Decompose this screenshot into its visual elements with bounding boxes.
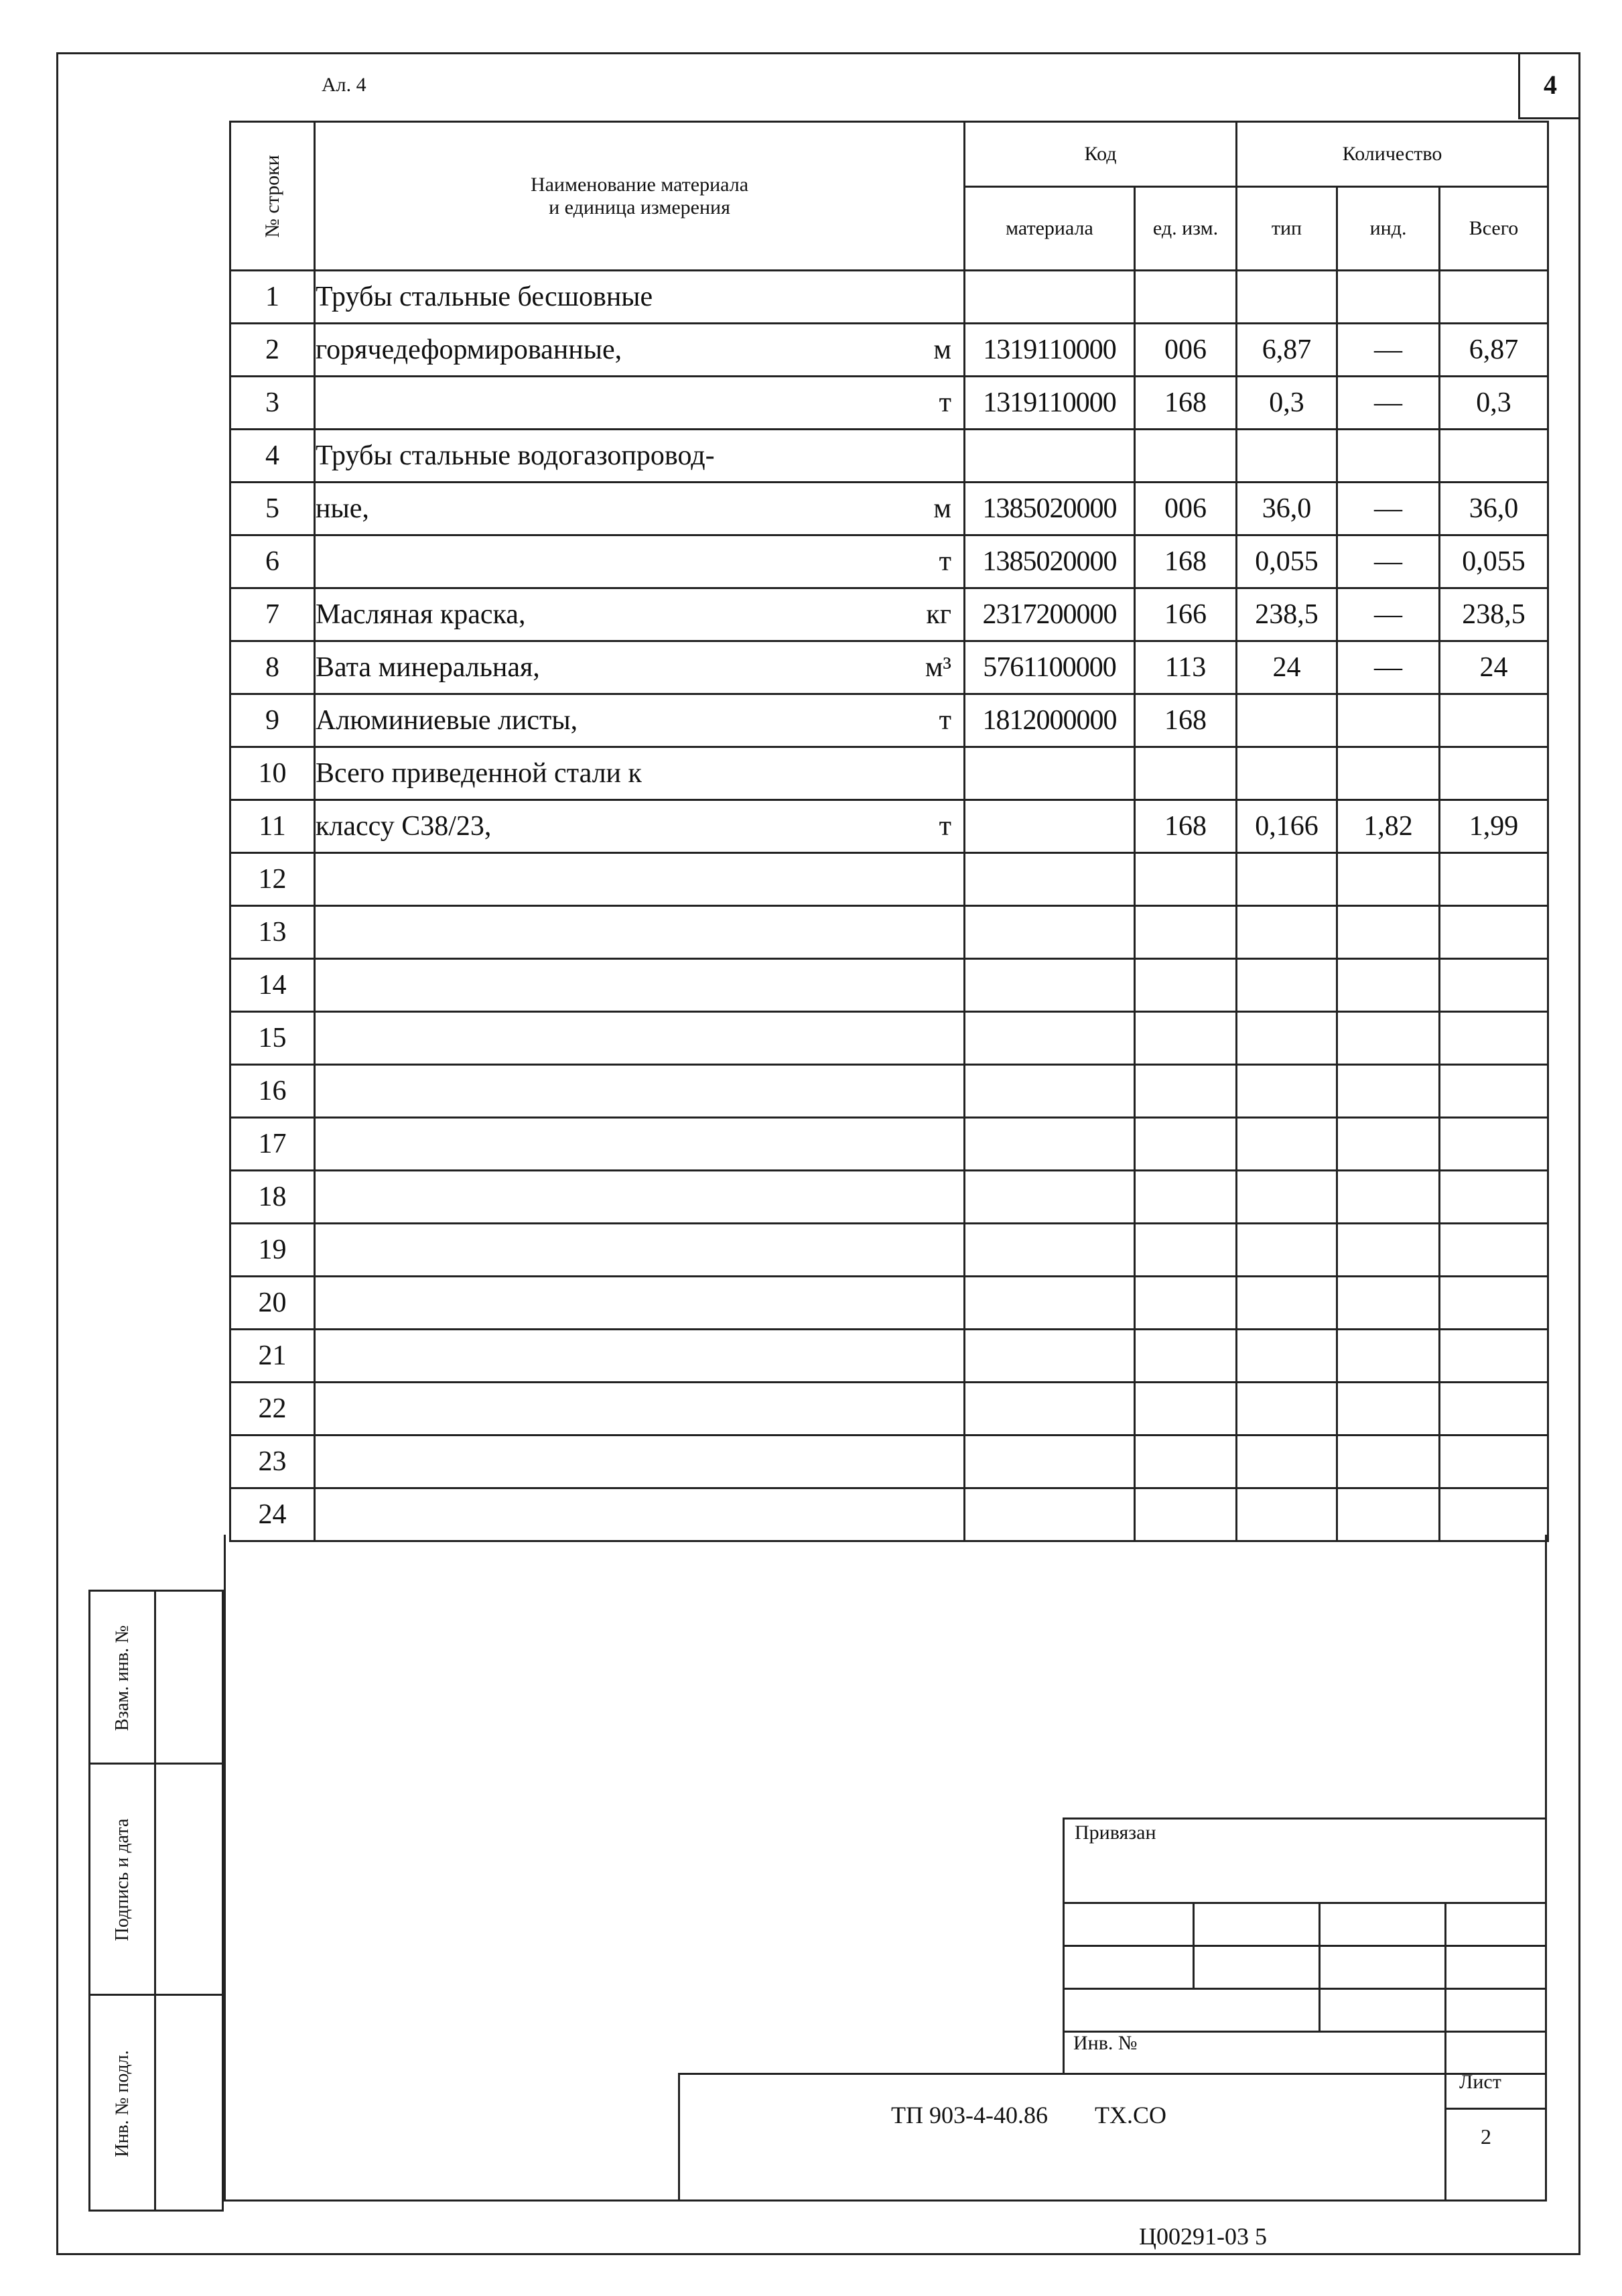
qty-typ — [1237, 1383, 1337, 1436]
qty-ind — [1337, 1383, 1440, 1436]
qty-ind — [1337, 747, 1440, 800]
qty-total — [1440, 271, 1548, 324]
materials-spec-table — [229, 121, 1549, 1542]
qty-total: 24 — [1440, 641, 1548, 694]
unit-of-measure: т — [939, 387, 951, 418]
header-qty-typ: тип — [1237, 187, 1337, 271]
material-name-cell — [315, 641, 965, 694]
row-number: 17 — [230, 1118, 315, 1171]
material-name-cell — [315, 694, 965, 747]
unit-code: 168 — [1135, 800, 1237, 853]
qty-ind — [1337, 1488, 1440, 1541]
qty-total — [1440, 1118, 1548, 1171]
row-number: 15 — [230, 1012, 315, 1065]
row-number: 14 — [230, 959, 315, 1012]
header-code-material: материала — [965, 187, 1135, 271]
qty-total — [1440, 1277, 1548, 1330]
qty-total — [1440, 1012, 1548, 1065]
table-row — [230, 1383, 1548, 1436]
material-code — [965, 1330, 1135, 1383]
qty-ind: — — [1337, 641, 1440, 694]
qty-typ — [1237, 1330, 1337, 1383]
row-number: 9 — [230, 694, 315, 747]
material-name-cell — [315, 1065, 965, 1118]
table-row — [230, 1171, 1548, 1224]
unit-code: 006 — [1135, 483, 1237, 535]
material-code — [965, 1118, 1135, 1171]
row-number: 19 — [230, 1224, 315, 1277]
qty-typ — [1237, 1118, 1337, 1171]
unit-code — [1135, 1330, 1237, 1383]
header-code: Код — [965, 122, 1237, 187]
sheet-number: 2 — [1481, 2124, 1491, 2149]
row-number: 24 — [230, 1488, 315, 1541]
row-number: 13 — [230, 906, 315, 959]
unit-of-measure: т — [939, 811, 951, 842]
doc-code-mark: ТХ.СО — [1094, 2102, 1166, 2128]
qty-total — [1440, 694, 1548, 747]
row-number: 2 — [230, 324, 315, 377]
table-row — [230, 1436, 1548, 1488]
material-name-cell — [315, 430, 965, 483]
material-name-cell — [315, 1383, 965, 1436]
unit-code: 168 — [1135, 535, 1237, 588]
album-label: Ал. 4 — [322, 74, 366, 96]
qty-typ: 0,166 — [1237, 800, 1337, 853]
material-name-cell — [315, 1277, 965, 1330]
material-name: Вата минеральная, — [316, 652, 540, 683]
unit-of-measure: м³ — [925, 652, 951, 683]
material-code — [965, 959, 1135, 1012]
material-name: классу С38/23, — [316, 811, 492, 842]
material-code: 2317200000 — [965, 588, 1135, 641]
unit-of-measure: м — [933, 493, 951, 524]
qty-typ — [1237, 906, 1337, 959]
material-code — [965, 271, 1135, 324]
page-number: 4 — [1518, 52, 1580, 119]
material-code — [965, 906, 1135, 959]
header-quantity: Количество — [1237, 122, 1548, 187]
material-name: ные, — [316, 493, 369, 524]
unit-of-measure: т — [939, 705, 951, 736]
table-row — [230, 800, 1548, 853]
qty-total — [1440, 1488, 1548, 1541]
table-row — [230, 588, 1548, 641]
material-code: 1385020000 — [965, 535, 1135, 588]
material-name-cell — [315, 1488, 965, 1541]
material-code — [965, 747, 1135, 800]
material-code — [965, 1277, 1135, 1330]
qty-total: 6,87 — [1440, 324, 1548, 377]
material-name-cell — [315, 959, 965, 1012]
material-name: Всего приведенной стали к — [316, 758, 642, 789]
unit-code — [1135, 959, 1237, 1012]
unit-code: 168 — [1135, 377, 1237, 430]
qty-ind — [1337, 271, 1440, 324]
table-row — [230, 1224, 1548, 1277]
material-name-cell — [315, 271, 965, 324]
table-row — [230, 906, 1548, 959]
table-row — [230, 1118, 1548, 1171]
qty-ind — [1337, 1277, 1440, 1330]
unit-code — [1135, 1012, 1237, 1065]
material-code: 1385020000 — [965, 483, 1135, 535]
unit-code — [1135, 1277, 1237, 1330]
material-code: 1319110000 — [965, 324, 1135, 377]
unit-code — [1135, 1171, 1237, 1224]
row-number: 8 — [230, 641, 315, 694]
qty-ind — [1337, 694, 1440, 747]
material-code — [965, 1383, 1135, 1436]
qty-ind — [1337, 853, 1440, 906]
row-number: 4 — [230, 430, 315, 483]
material-name-cell — [315, 1436, 965, 1488]
qty-ind: — — [1337, 535, 1440, 588]
document-code — [891, 2101, 1213, 2129]
unit-of-measure: кг — [926, 599, 951, 630]
qty-ind: — — [1337, 588, 1440, 641]
qty-total — [1440, 1065, 1548, 1118]
qty-ind — [1337, 1330, 1440, 1383]
qty-typ: 36,0 — [1237, 483, 1337, 535]
row-number: 5 — [230, 483, 315, 535]
unit-code: 168 — [1135, 694, 1237, 747]
material-name-cell — [315, 1171, 965, 1224]
unit-of-measure: м — [933, 334, 951, 365]
qty-total — [1440, 853, 1548, 906]
table-row — [230, 641, 1548, 694]
material-name-cell — [315, 1330, 965, 1383]
qty-typ: 6,87 — [1237, 324, 1337, 377]
row-number: 21 — [230, 1330, 315, 1383]
header-code-unit: ед. изм. — [1135, 187, 1237, 271]
material-code — [965, 1065, 1135, 1118]
unit-code — [1135, 1065, 1237, 1118]
material-name-cell — [315, 906, 965, 959]
row-number: 22 — [230, 1383, 315, 1436]
doc-code-number: ТП 903-4-40.86 — [891, 2102, 1048, 2128]
unit-code — [1135, 271, 1237, 324]
unit-code — [1135, 1436, 1237, 1488]
material-name: горячедеформированные, — [316, 334, 622, 365]
qty-typ: 0,3 — [1237, 377, 1337, 430]
qty-total: 1,99 — [1440, 800, 1548, 853]
material-code — [965, 1488, 1135, 1541]
unit-code: 166 — [1135, 588, 1237, 641]
material-name-cell — [315, 853, 965, 906]
material-name: Масляная краска, — [316, 599, 526, 630]
unit-code — [1135, 747, 1237, 800]
qty-typ — [1237, 1488, 1337, 1541]
unit-code — [1135, 853, 1237, 906]
header-row-number: № строки — [230, 122, 315, 271]
material-code: 1812000000 — [965, 694, 1135, 747]
material-code: 1319110000 — [965, 377, 1135, 430]
unit-code: 113 — [1135, 641, 1237, 694]
unit-code — [1135, 906, 1237, 959]
material-name-cell — [315, 1224, 965, 1277]
row-number: 10 — [230, 747, 315, 800]
qty-ind — [1337, 1436, 1440, 1488]
qty-ind — [1337, 906, 1440, 959]
qty-ind — [1337, 1118, 1440, 1171]
qty-total: 0,055 — [1440, 535, 1548, 588]
row-number: 18 — [230, 1171, 315, 1224]
qty-typ — [1237, 1171, 1337, 1224]
unit-code — [1135, 1488, 1237, 1541]
qty-typ — [1237, 1436, 1337, 1488]
qty-typ: 24 — [1237, 641, 1337, 694]
table-row — [230, 1488, 1548, 1541]
header-qty-total: Всего — [1440, 187, 1548, 271]
material-name: Трубы стальные водогазопровод- — [316, 440, 715, 471]
approval-strip — [88, 1590, 224, 2212]
qty-total — [1440, 1383, 1548, 1436]
material-code — [965, 1171, 1135, 1224]
table-row — [230, 324, 1548, 377]
footer-code: Ц00291-03 5 — [1139, 2223, 1267, 2250]
qty-typ — [1237, 1065, 1337, 1118]
qty-total — [1440, 906, 1548, 959]
table-row — [230, 535, 1548, 588]
row-number: 7 — [230, 588, 315, 641]
qty-ind: — — [1337, 324, 1440, 377]
material-code — [965, 1224, 1135, 1277]
material-code — [965, 800, 1135, 853]
material-name-cell — [315, 588, 965, 641]
material-name-cell — [315, 324, 965, 377]
table-row — [230, 694, 1548, 747]
qty-total — [1440, 1330, 1548, 1383]
table-row — [230, 483, 1548, 535]
qty-ind: 1,82 — [1337, 800, 1440, 853]
table-row — [230, 271, 1548, 324]
material-code — [965, 853, 1135, 906]
qty-total — [1440, 747, 1548, 800]
row-number: 20 — [230, 1277, 315, 1330]
qty-typ: 0,055 — [1237, 535, 1337, 588]
material-name-cell — [315, 483, 965, 535]
qty-total: 36,0 — [1440, 483, 1548, 535]
qty-total: 0,3 — [1440, 377, 1548, 430]
table-row — [230, 853, 1548, 906]
signature-date-label: Подпись и дата — [112, 1818, 133, 1941]
replacement-inv-cell — [90, 1592, 222, 1765]
material-code — [965, 1436, 1135, 1488]
inv-no-label: Инв. № — [1073, 2032, 1138, 2054]
table-row — [230, 1065, 1548, 1118]
material-code — [965, 1012, 1135, 1065]
inv-original-cell — [90, 1996, 222, 2212]
qty-typ: 238,5 — [1237, 588, 1337, 641]
qty-ind — [1337, 430, 1440, 483]
material-code — [965, 430, 1135, 483]
qty-ind — [1337, 1171, 1440, 1224]
bound-label: Привязан — [1075, 1822, 1156, 1844]
header-qty-ind: инд. — [1337, 187, 1440, 271]
material-name-cell — [315, 800, 965, 853]
unit-code — [1135, 1383, 1237, 1436]
qty-ind: — — [1337, 483, 1440, 535]
qty-total: 238,5 — [1440, 588, 1548, 641]
qty-typ — [1237, 853, 1337, 906]
qty-total — [1440, 1171, 1548, 1224]
qty-total — [1440, 1224, 1548, 1277]
replacement-inv-label: Взам. инв. № — [112, 1625, 133, 1731]
row-number: 1 — [230, 271, 315, 324]
table-row — [230, 747, 1548, 800]
row-number: 6 — [230, 535, 315, 588]
material-name: Алюминиевые листы, — [316, 705, 578, 736]
inv-original-label: Инв. № подл. — [112, 2050, 133, 2157]
qty-total — [1440, 959, 1548, 1012]
table-row — [230, 959, 1548, 1012]
qty-ind — [1337, 959, 1440, 1012]
sheet-label: Лист — [1459, 2071, 1501, 2093]
material-name-cell — [315, 1118, 965, 1171]
unit-code — [1135, 430, 1237, 483]
material-name-cell — [315, 377, 965, 430]
unit-code — [1135, 1118, 1237, 1171]
material-name-cell — [315, 535, 965, 588]
table-row — [230, 377, 1548, 430]
row-number: 12 — [230, 853, 315, 906]
qty-ind — [1337, 1012, 1440, 1065]
qty-typ — [1237, 430, 1337, 483]
material-code: 5761100000 — [965, 641, 1135, 694]
qty-ind: — — [1337, 377, 1440, 430]
unit-code: 006 — [1135, 324, 1237, 377]
row-number: 3 — [230, 377, 315, 430]
qty-ind — [1337, 1224, 1440, 1277]
row-number: 23 — [230, 1436, 315, 1488]
qty-typ — [1237, 1277, 1337, 1330]
table-row — [230, 1012, 1548, 1065]
row-number: 11 — [230, 800, 315, 853]
qty-typ — [1237, 1224, 1337, 1277]
material-name-cell — [315, 1012, 965, 1065]
material-name-cell — [315, 747, 965, 800]
unit-of-measure: т — [939, 546, 951, 577]
material-name: Трубы стальные бесшовные — [316, 281, 653, 312]
row-number: 16 — [230, 1065, 315, 1118]
header-material-name: Наименование материала и единица измерения — [315, 122, 965, 271]
unit-code — [1135, 1224, 1237, 1277]
qty-typ — [1237, 1012, 1337, 1065]
table-row — [230, 430, 1548, 483]
qty-typ — [1237, 694, 1337, 747]
table-row — [230, 1330, 1548, 1383]
table-row — [230, 1277, 1548, 1330]
qty-total — [1440, 1436, 1548, 1488]
qty-ind — [1337, 1065, 1440, 1118]
signature-date-cell — [90, 1765, 222, 1996]
qty-typ — [1237, 959, 1337, 1012]
qty-total — [1440, 430, 1548, 483]
qty-typ — [1237, 747, 1337, 800]
qty-typ — [1237, 271, 1337, 324]
